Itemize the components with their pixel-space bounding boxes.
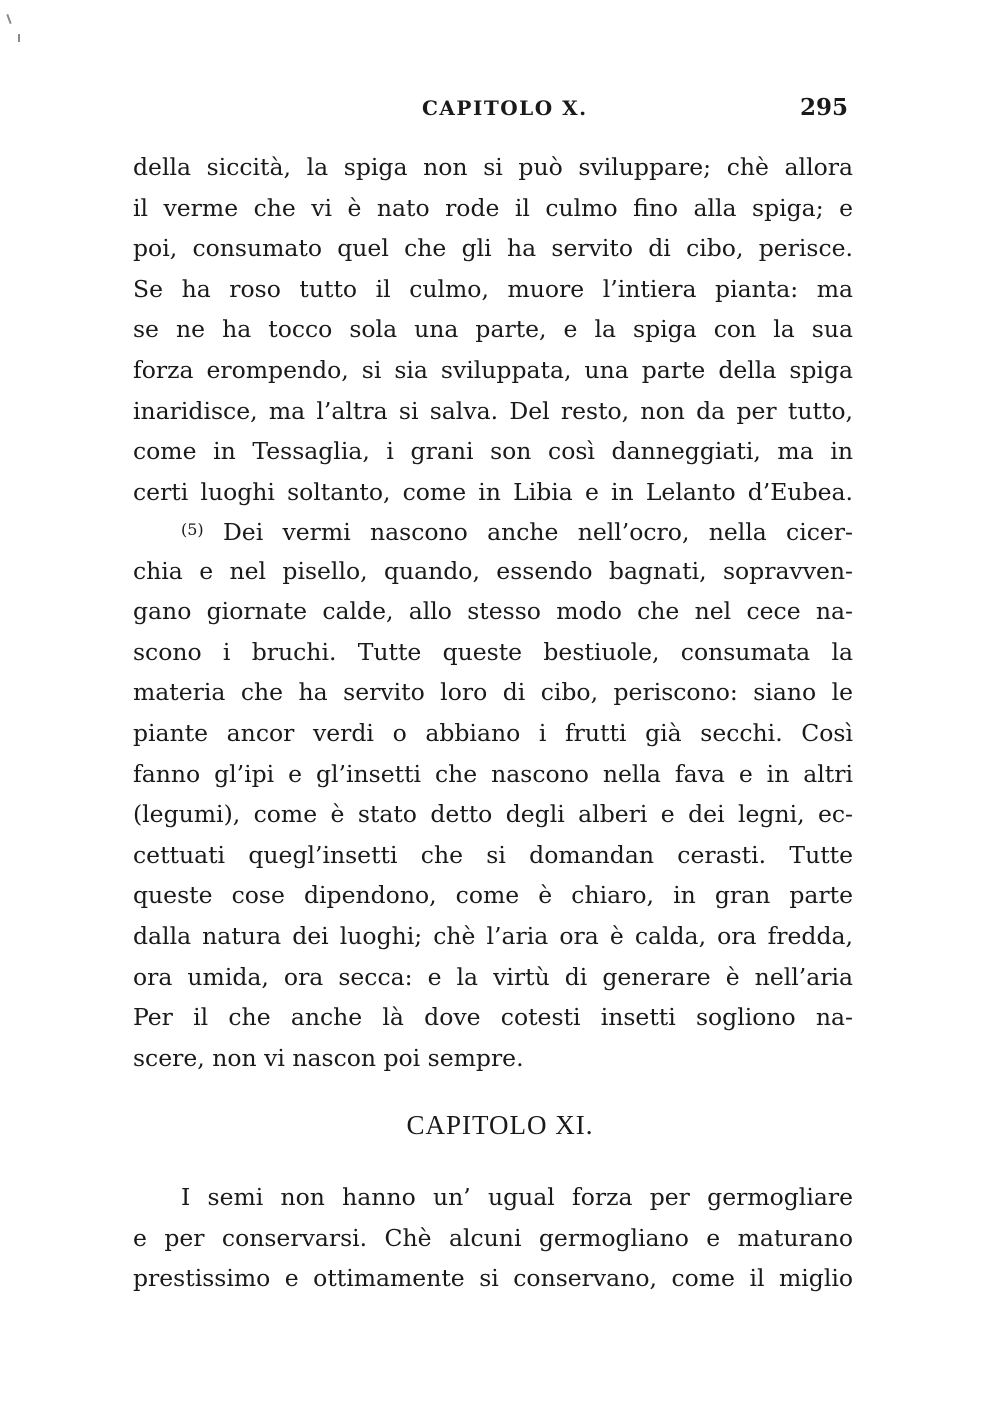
paragraph-1	[133, 147, 853, 512]
text-line: poi, consumato quel che gli ha servito di cibo, perisce.	[133, 234, 853, 263]
text-line: gano giornate calde, allo stesso modo che nel cece na-	[133, 597, 853, 626]
text-line: inaridisce, ma l’altra si salva. Del resto, non da per tutto,	[133, 396, 853, 425]
scan-speck	[18, 34, 20, 42]
text-line: cettuati quegl’insetti che si domandan cerasti. Tutte	[133, 840, 853, 869]
text-line-content: Dei vermi nascono anche nell’ocro, nella cicer-	[222, 518, 853, 546]
chapter-heading: CAPITOLO XI.	[406, 1110, 594, 1140]
text-line: materia che ha servito loro di cibo, periscono: siano le	[133, 678, 853, 707]
running-head: CAPITOLO X.	[422, 96, 588, 120]
text-line: piante ancor verdi o abbiano i frutti già secchi. Così	[133, 718, 853, 747]
text-line: fanno gl’ipi e gl’insetti che nascono nella fava e in altri	[133, 759, 853, 788]
text-line: certi luoghi soltanto, come in Libia e in Lelanto d’Eubea.	[133, 477, 853, 506]
text-line: prestissimo e ottimamente si conservano, come il miglio	[133, 1264, 853, 1293]
text-line: chia e nel pisello, quando, essendo bagnati, sopravven-	[133, 556, 853, 585]
text-line: forza erompendo, si sia sviluppata, una parte della spiga	[133, 355, 853, 384]
text-line: queste cose dipendono, come è chiaro, in gran parte	[133, 881, 853, 910]
text-line: e per conservarsi. Chè alcuni germogliano e maturano	[133, 1223, 853, 1252]
text-line: I semi non hanno un’ ugual forza per germogliare	[181, 1183, 853, 1211]
footnote-marker: (5)	[181, 520, 204, 539]
text-line: dalla natura dei luoghi; chè l’aria ora è calda, ora fredda,	[133, 921, 853, 950]
text-line: Se ha roso tutto il culmo, muore l’intiera pianta: ma	[133, 274, 853, 303]
text-line: della siccità, la spiga non si può sviluppare; chè allora	[133, 153, 853, 181]
text-line: se ne ha tocco sola una parte, e la spiga con la sua	[133, 315, 853, 344]
scan-speck	[6, 14, 11, 24]
text-line: scono i bruchi. Tutte queste bestiuole, consumata la	[133, 637, 853, 666]
text-line: (legumi), come è stato detto degli alberi e dei legni, ec-	[133, 800, 853, 829]
paragraph-2	[133, 510, 853, 1078]
text-line: ora umida, ora secca: e la virtù di generare è nell’aria	[133, 962, 853, 991]
text-line: scere, non vi nascon poi sempre.	[133, 1043, 524, 1072]
text-line-with-note	[133, 510, 853, 551]
page-number: 295	[800, 94, 849, 121]
chapter-paragraph	[133, 1177, 853, 1299]
text-line: come in Tessaglia, i grani son così danneggiati, ma in	[133, 437, 853, 466]
text-line: Per il che anche là dove cotesti insetti sogliono na-	[133, 1003, 853, 1032]
text-line: il verme che vi è nato rode il culmo fino alla spiga; e	[133, 193, 853, 222]
